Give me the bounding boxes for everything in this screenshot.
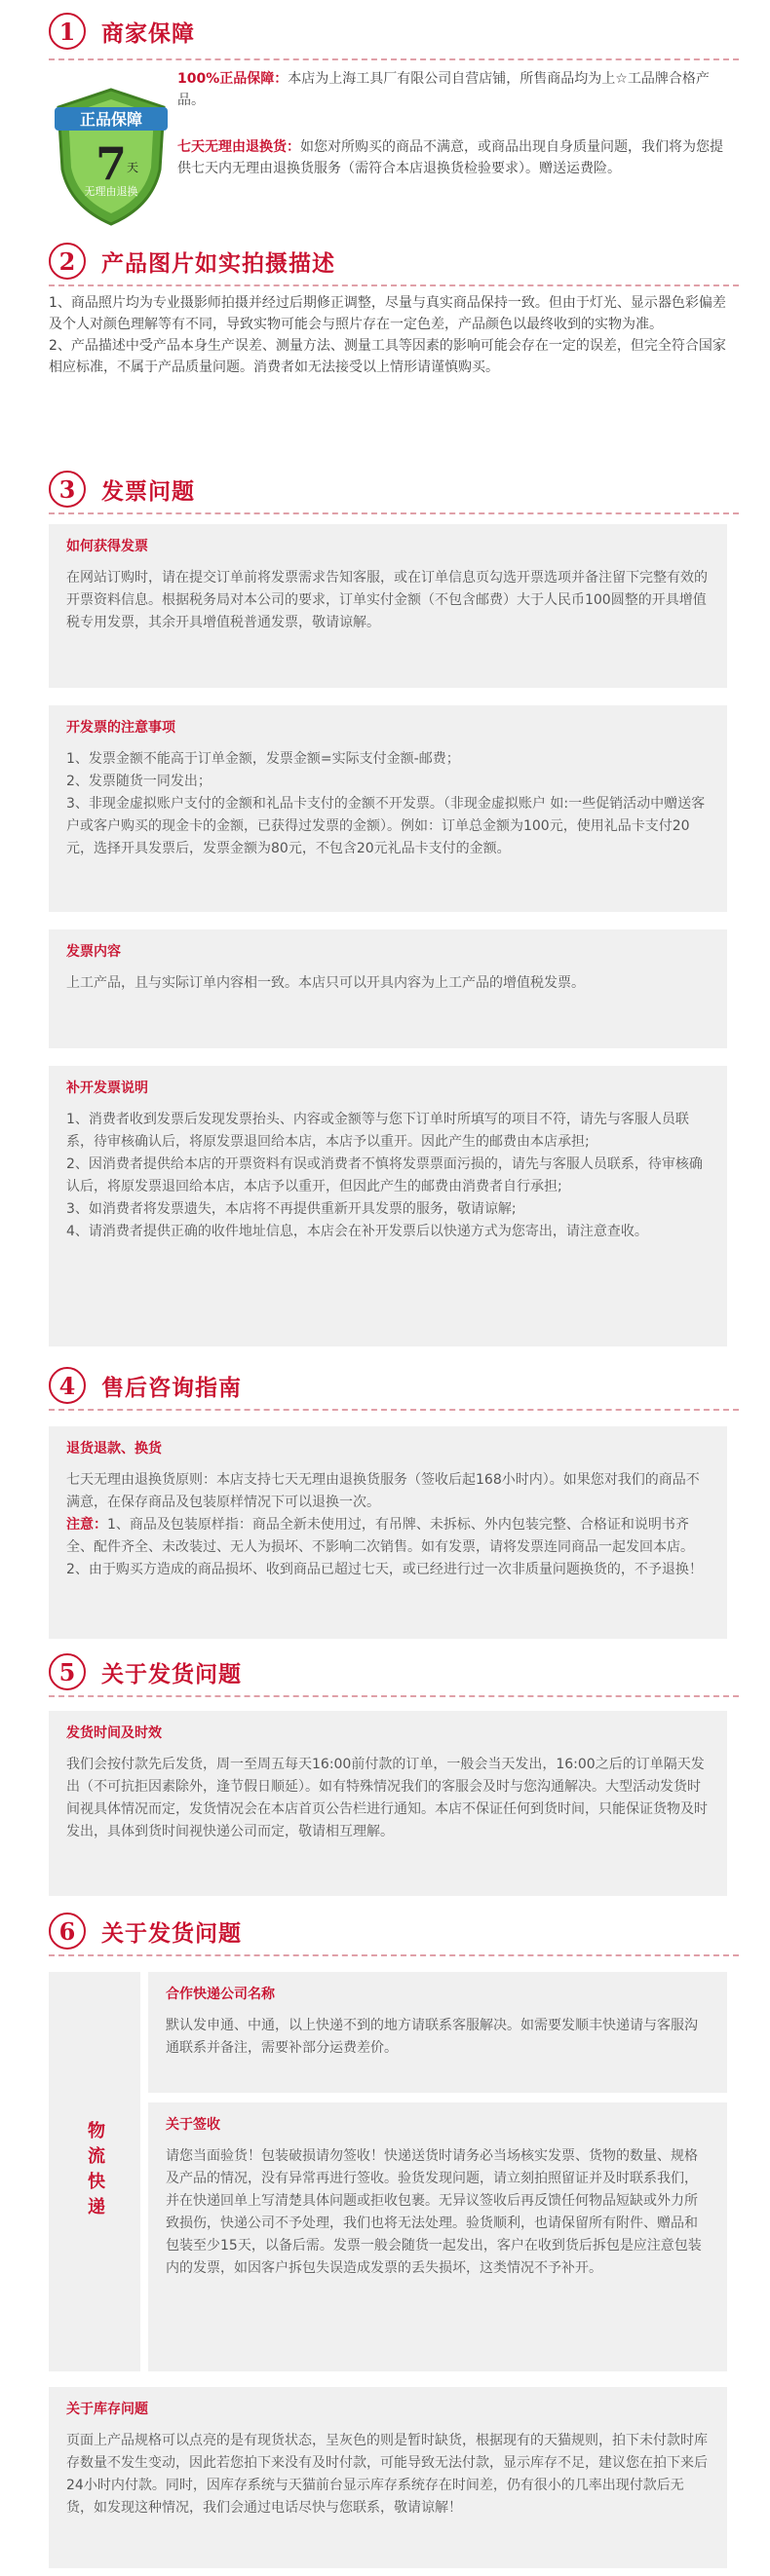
section-5-header (49, 1650, 242, 1693)
box-title: 补开发票说明 (66, 1080, 148, 1096)
side-label-text: 物流快递 (85, 2121, 105, 2222)
box-text: 1、消费者收到发票后发现发票抬头、内容或金额等与您下订单时所填写的项目不符，请先与客服人员联系，待审核确认后，将原发票退回给本店，本店予以重开。因此产生的邮费由本店承担; 2、因消费者提供给本店的开票资料有误或消费者不慎将发票票面污损的，请先与客服人员联系，待审核确认后，将原发票退回给本店，本店予以重开，但因此产生的邮费由消费者自行承担; 3、如消费者将发票遗失，本店将不再提供重新开具发票的服务，敬请谅解; 4、请消费者提供正确的收件地址信息，本店会在补开发票后以快递方式为您寄出，请注意查收。 (66, 1112, 703, 1239)
section-number: 6 (49, 1913, 86, 1950)
invoice-how-box (49, 524, 727, 688)
section-title: 关于发货问题 (101, 1661, 242, 1687)
section-4-header (49, 1364, 242, 1407)
guarantee-genuine (177, 68, 733, 111)
badge-sub: 无理由退换 (84, 185, 138, 198)
box-text: 请您当面验货！包装破损请勿签收！快递送货时请务必当场核实发票、货物的数量、规格及产品的情况，没有异常再进行签收。验货发现问题，请立刻拍照留证并及时联系我们，并在快递回单上写清楚具体问题或拒收包裹。无异议签收后再反馈任何物品短缺或外力所致损伤，快递公司不予处理，我们也将无法处理。验货顺利，也请保留所有附件、赠品和包装至少15天，以备后需。发票一般会随货一起发出，客户在收到货后拆包是应注意包装内的发票，如因客户拆包失误造成发票的丢失损坏，这类情况不予补开。 (166, 2148, 702, 2276)
box-title: 关于签收 (166, 2117, 220, 2133)
badge-top-text: 正品保障 (79, 112, 143, 129)
section-number: 1 (49, 13, 86, 50)
genuine-label: 100%正品保障： (177, 71, 289, 87)
section-title: 产品图片如实拍摄描述 (101, 250, 335, 277)
section-title: 售后咨询指南 (101, 1375, 242, 1401)
box-text: 1、发票金额不能高于订单金额，发票金额=实际支付金额-邮费； 2、发票随货一同发出； 3、非现金虚拟账户支付的金额和礼品卡支付的金额不开发票。（非现金虚拟账户 如:一些促销活动中赠送客户或客户购买的现金卡的金额，已获得过发票的金额）。例如：订单总金额为100元，使用礼品卡支付20元，选择开具发票后，发票金额为80元，不包含20元礼品卡支付的金额。 (66, 751, 706, 856)
section-title: 关于发货问题 (101, 1920, 242, 1947)
invoice-reissue-box (49, 1066, 727, 1346)
box-text: 七天无理由退换货原则：本店支持七天无理由退换货服务（签收后起168小时内）。如果您对我们的商品不满意，在保存商品及包装原样情况下可以退换一次。 (66, 1472, 700, 1510)
divider (49, 1954, 739, 1956)
divider (49, 1409, 739, 1411)
signing-box (148, 2102, 727, 2371)
box-title: 发货时间及时效 (66, 1725, 162, 1741)
inventory-box (49, 2387, 727, 2568)
shipping-time-box (49, 1711, 727, 1896)
box-text: 页面上产品规格可以点亮的是有现货状态，呈灰色的则是暂时缺货，根据现有的天猫规则，拍下未付款时库存数量不发生变动，因此若您拍下来没有及时付款，可能导致无法付款，显示库存不足，建议您在拍下来后24小时内付款。同时，因库存系统与天猫前台显示库存系统存在时间差，仍有很小的几率出现付款后无货，如发现这种情况，我们会通过电话尽快与您联系，敬请谅解！ (66, 2433, 708, 2516)
return-policy-box (49, 1426, 727, 1639)
section-title: 商家保障 (101, 20, 195, 47)
box-title: 关于库存问题 (66, 2402, 148, 2417)
box-title: 发票内容 (66, 944, 121, 960)
section-6-header (49, 1910, 242, 1952)
courier-box (148, 1972, 727, 2093)
section-number: 3 (49, 471, 86, 508)
section-number: 2 (49, 243, 86, 280)
box-text: 默认发申通、中通，以上快递不到的地方请联系客服解决。如需要发顺丰快递请与客服沟通联系并备注，需要补部分运费差价。 (166, 2018, 698, 2056)
section-number: 5 (49, 1653, 86, 1690)
section-1-header (49, 10, 195, 53)
box-text: 在网站订购时，请在提交订单前将发票需求告知客服，或在订单信息页勾选开票选项并备注留下完整有效的开票资料信息。根据税务局对本公司的要求，订单实付金额（不包含邮费）大于人民币100圆整的开具增值税专用发票，其余开具增值税普通发票，敬请谅解。 (66, 570, 708, 630)
guarantee-return (177, 136, 733, 179)
section-number: 4 (49, 1367, 86, 1404)
section-2-header (49, 240, 335, 283)
shield-badge-icon (51, 86, 172, 228)
box-title: 开发票的注意事项 (66, 720, 175, 736)
note-label: 注意： (66, 1517, 107, 1533)
divider (49, 284, 739, 286)
divider (49, 58, 739, 60)
badge-number: 7 (95, 137, 128, 190)
box-title: 退货退款、换货 (66, 1441, 162, 1457)
invoice-content-box (49, 929, 727, 1048)
badge-unit: 天 (126, 161, 139, 174)
section-title: 发票问题 (101, 478, 195, 505)
note-text: 1、商品及包装原样指：商品全新未使用过，有吊牌、未拆标、外内包装完整、合格证和说明书齐全、配件齐全、未改装过、无人为损坏、不影响二次销售。如有发票，请将发票连同商品一起发回本店。2、由于购买方造成的商品损坏、收到商品已超过七天，或已经进行过一次非质量问题换货的，不予退换！ (66, 1517, 703, 1577)
genuine-text: 本店为上海工具厂有限公司自营店铺，所售商品均为上☆工品牌合格产品。 (177, 71, 710, 108)
box-note (66, 1514, 710, 1581)
box-title: 合作快递公司名称 (166, 1987, 275, 2002)
photo-description-text: 1、商品照片均为专业摄影师拍摄并经过后期修正调整，尽量与真实商品保持一致。但由于灯光、显示器色彩偏差及个人对颜色理解等有不同，导致实物可能会与照片存在一定色差，产品颜色以最终收到的实物为准。 2、产品描述中受产品本身生产误差、测量方法、测量工具等因素的影响可能会存在一定的误差，但完全符合国家相应标准，不属于产品质量问题。消费者如无法接受以上情形请谨慎购买。 (49, 295, 726, 375)
return-label: 七天无理由退换货： (177, 139, 300, 155)
box-text: 我们会按付款先后发货，周一至周五每天16:00前付款的订单，一般会当天发出，16:00之后的订单隔天发出（不可抗拒因素除外，逢节假日顺延）。如有特殊情况我们的客服会及时与您沟通解决。大型活动发货时间视具体情况而定，发货情况会在本店首页公告栏进行通知。本店不保证任何到货时间，只能保证货物及时发出，具体到货时间视快递公司而定，敬请相互理解。 (66, 1757, 708, 1839)
invoice-notes-box (49, 705, 727, 912)
logistics-side-label (49, 1972, 140, 2371)
divider (49, 512, 739, 514)
divider (49, 1695, 739, 1697)
return-text: 如您对所购买的商品不满意，或商品出现自身质量问题，我们将为您提供七天内无理由退换货服务（需符合本店退换货检验要求）。赠送运费险。 (177, 139, 723, 176)
section-3-header (49, 468, 195, 511)
box-text: 上工产品，且与实际订单内容相一致。本店只可以开具内容为上工产品的增值税发票。 (66, 975, 585, 991)
box-title: 如何获得发票 (66, 539, 148, 554)
